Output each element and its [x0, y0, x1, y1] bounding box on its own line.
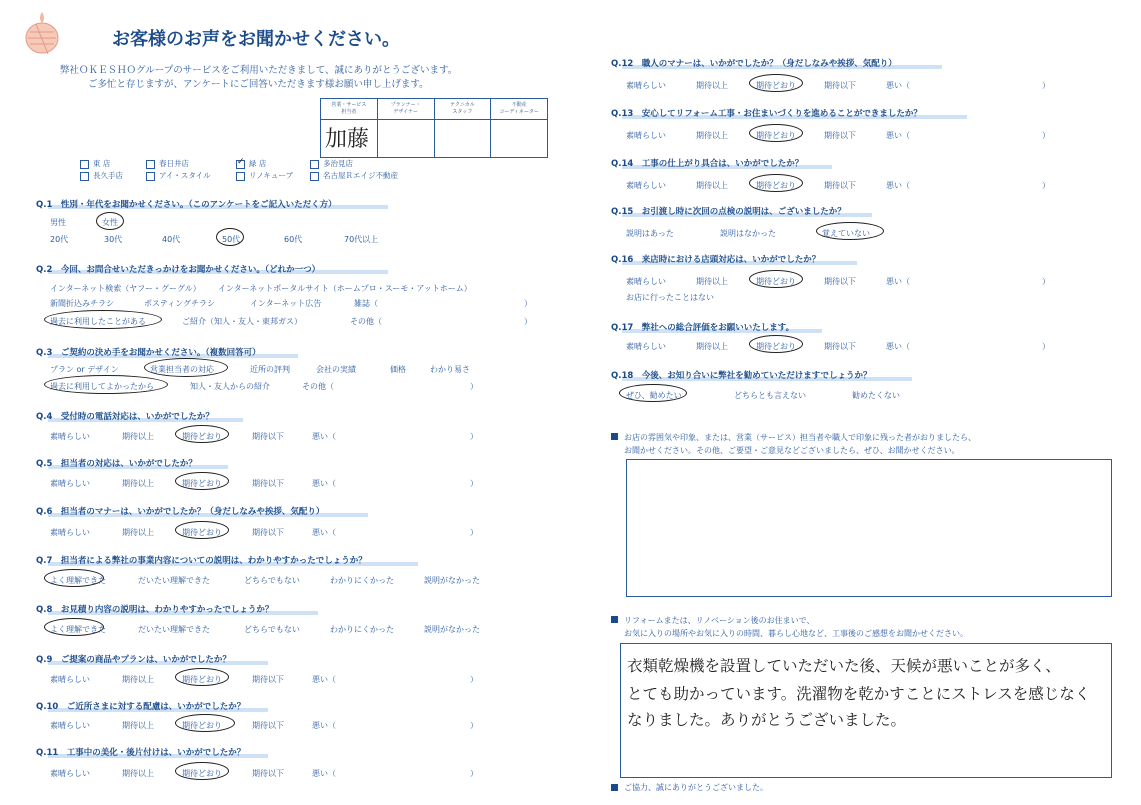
q6-label: Q.6 担当者のマナーは、いかがでしたか？（身だしなみや挨拶、気配り） — [36, 507, 325, 517]
q16-opt-above[interactable]: 期待以上 — [696, 277, 728, 286]
q9-opt-bad[interactable]: 悪い（ — [312, 675, 336, 684]
q5-opt-excellent[interactable]: 素晴らしい — [50, 479, 90, 488]
staff-header-realestate: 不動産 コーディネーター — [499, 102, 539, 115]
comment2-text-line-1: 衣類乾燥機を設置していただいた後、天候が悪いことが多く、 — [627, 657, 1061, 675]
sales-staff-name: 加藤 — [325, 127, 370, 152]
store-higashi[interactable]: 東 店 — [80, 158, 110, 169]
footer-thanks: ご協力、誠にありがとうございました。 — [624, 783, 768, 792]
q11-opt-bad-close: ） — [470, 769, 478, 778]
page-title: お客様のお声をお聞かせください。 — [112, 29, 400, 50]
q1-age-60s[interactable]: 60代 — [284, 235, 303, 244]
q16-opt-excellent[interactable]: 素晴らしい — [626, 277, 666, 286]
store-midori[interactable]: ✓ 緑 店 — [237, 156, 267, 168]
q3-opt-price[interactable]: 価格 — [390, 365, 406, 374]
staff-header-technical: テクニカル スタッフ — [435, 99, 492, 119]
q2-opt-search[interactable]: インターネット検索（ヤフー・グーグル） — [50, 284, 201, 293]
company-logo — [22, 10, 62, 56]
q6-opt-bad[interactable]: 悪い（ — [312, 528, 336, 537]
q18-label: Q.18 今後、お知り合いに弊社を勧めていただけますでしょうか？ — [611, 371, 872, 381]
q2-opt-magazine[interactable]: 雑誌（ — [354, 299, 378, 308]
q2-opt-portal[interactable]: インターネットポータルサイト（ホームプロ・スーモ・アットホーム） — [218, 284, 472, 293]
q5-opt-bad-close: ） — [470, 479, 478, 488]
q8-opt-mostly[interactable]: だいたい理解できた — [138, 625, 210, 634]
q4-opt-excellent[interactable]: 素晴らしい — [50, 432, 90, 441]
q13-opt-as-expected[interactable]: 期待どおり — [756, 131, 796, 140]
footer-bullet-icon — [611, 784, 618, 791]
q11-opt-below[interactable]: 期待以下 — [252, 769, 284, 778]
q2-opt-other[interactable]: その他（ — [350, 317, 382, 326]
q4-opt-as-expected[interactable]: 期待どおり — [182, 432, 222, 441]
q3-opt-sales-staff[interactable]: 営業担当者の対応 — [150, 365, 214, 374]
staff-header-sales: 営業・サービス 担当者 — [321, 99, 378, 119]
q6-opt-excellent[interactable]: 素晴らしい — [50, 528, 90, 537]
q11-opt-as-expected[interactable]: 期待どおり — [182, 769, 222, 778]
q9-label: Q.9 ご提案の商品やプランは、いかがでしたか？ — [36, 655, 231, 665]
q14-label: Q.14 工事の仕上がり具合は、いかがでしたか？ — [611, 159, 804, 169]
q6-opt-above[interactable]: 期待以上 — [122, 528, 154, 537]
q5-opt-below[interactable]: 期待以下 — [252, 479, 284, 488]
q12-label: Q.12 職人のマナーは、いかがでしたか？（身だしなみや挨拶、気配り） — [611, 59, 897, 69]
q9-opt-as-expected[interactable]: 期待どおり — [182, 675, 222, 684]
q15-label: Q.15 お引渡し時に次回の点検の説明は、ございましたか？ — [611, 207, 846, 217]
q1-age-40s[interactable]: 40代 — [162, 235, 181, 244]
q4-opt-above[interactable]: 期待以上 — [122, 432, 154, 441]
comment2-text-line-2: とても助かっています。洗濯物を乾かすことにストレスを感じなく — [627, 685, 1091, 703]
q10-opt-bad[interactable]: 悪い（ — [312, 721, 336, 730]
q13-opt-bad-close: ） — [1042, 131, 1050, 140]
q7-opt-well[interactable]: よく理解できた — [50, 576, 106, 585]
q9-opt-below[interactable]: 期待以下 — [252, 675, 284, 684]
q4-opt-below[interactable]: 期待以下 — [252, 432, 284, 441]
q7-opt-mostly[interactable]: だいたい理解できた — [138, 576, 210, 585]
q2-opt-newspaper[interactable]: 新聞折込みチラシ — [50, 299, 114, 308]
q3-opt-record[interactable]: 会社の実績 — [316, 365, 356, 374]
q3-opt-other[interactable]: その他（ — [302, 382, 334, 391]
q14-opt-bad[interactable]: 悪い（ — [886, 181, 910, 190]
q2-opt-other-close: ） — [524, 317, 532, 326]
q2-label: Q.2 今回、お問合せいただきっかけをお聞かせください。（どれか一つ） — [36, 265, 321, 275]
store-nagakute[interactable]: 長久手店 — [80, 170, 123, 181]
q17-opt-as-expected[interactable]: 期待どおり — [756, 342, 796, 351]
q10-opt-below[interactable]: 期待以下 — [252, 721, 284, 730]
q7-opt-neutral[interactable]: どちらでもない — [244, 576, 300, 585]
q16-opt-bad-close: ） — [1042, 277, 1050, 286]
store-checkboxes — [80, 158, 420, 182]
store-nagoya-r-age[interactable]: 名古屋Ｒエイジ不動産 — [310, 170, 398, 181]
q9-opt-excellent[interactable]: 素晴らしい — [50, 675, 90, 684]
intro-line-2: ご多忙と存じますが、アンケートにご回答いただきます様お願い申し上げます。 — [88, 79, 429, 90]
q15-opt-not-explained[interactable]: 説明はなかった — [720, 229, 776, 238]
q12-opt-bad[interactable]: 悪い（ — [886, 81, 910, 90]
q18-opt-not-recommend[interactable]: 勧めたくない — [852, 391, 900, 400]
comment2-textarea[interactable] — [620, 643, 1112, 778]
q3-opt-past-good[interactable]: 過去に利用してよかったから — [50, 382, 154, 391]
q7-opt-hard[interactable]: わかりにくかった — [330, 576, 394, 585]
q6-opt-as-expected[interactable]: 期待どおり — [182, 528, 222, 537]
q3-opt-reputation[interactable]: 近所の評判 — [250, 365, 290, 374]
q17-label: Q.17 弊社への総合評価をお願いいたします。 — [611, 323, 795, 333]
q17-opt-excellent[interactable]: 素晴らしい — [626, 342, 666, 351]
q16-opt-never-visited[interactable]: お店に行ったことはない — [626, 293, 714, 302]
q13-opt-above[interactable]: 期待以上 — [696, 131, 728, 140]
comment1-label-2: お聞かせください。その他、ご要望・ご意見などございましたら、ぜひ、お聞かせください。 — [624, 446, 960, 455]
q8-opt-neutral[interactable]: どちらでもない — [244, 625, 300, 634]
q2-opt-past-use[interactable]: 過去に利用したことがある — [50, 317, 146, 326]
q16-opt-as-expected[interactable]: 期待どおり — [756, 277, 796, 286]
q1-age-50s[interactable]: 50代 — [222, 235, 241, 244]
q5-opt-as-expected[interactable]: 期待どおり — [182, 479, 222, 488]
q15-opt-explained[interactable]: 説明はあった — [626, 229, 674, 238]
staff-table — [320, 98, 548, 158]
q10-opt-above[interactable]: 期待以上 — [122, 721, 154, 730]
q1-age-30s[interactable]: 30代 — [104, 235, 123, 244]
q7-label: Q.7 担当者による弊社の事業内容についての説明は、わかりやすかったでしょうか？ — [36, 556, 367, 566]
q12-opt-as-expected[interactable]: 期待どおり — [756, 81, 796, 90]
q11-label: Q.11 工事中の美化・後片付けは、いかがでしたか？ — [36, 748, 246, 758]
comment1-label-1: お店の雰囲気や印象、または、営業（サービス）担当者や職人で印象に残った者がおりましたら、 — [624, 433, 976, 442]
q1-gender-male[interactable]: 男性 — [50, 218, 66, 227]
comment2-label-1: リフォームまたは、リノベーション後のお住まいで、 — [624, 616, 815, 625]
q15-opt-dont-remember[interactable]: 覚えていない — [822, 229, 870, 238]
q6-opt-below[interactable]: 期待以下 — [252, 528, 284, 537]
q11-opt-bad[interactable]: 悪い（ — [312, 769, 336, 778]
q3-opt-other-close: ） — [470, 382, 478, 391]
q9-opt-above[interactable]: 期待以上 — [122, 675, 154, 684]
q12-opt-excellent[interactable]: 素晴らしい — [626, 81, 666, 90]
q9-opt-bad-close: ） — [470, 675, 478, 684]
q8-label: Q.8 お見積り内容の説明は、わかりやすかったでしょうか？ — [36, 605, 274, 615]
q7-opt-none[interactable]: 説明がなかった — [424, 576, 480, 585]
q13-label: Q.13 安心してリフォーム工事・お住まいづくりを進めることができましたか？ — [611, 109, 922, 119]
q12-opt-bad-close: ） — [1042, 81, 1050, 90]
q2-opt-web-ad[interactable]: インターネット広告 — [250, 299, 322, 308]
q8-opt-well[interactable]: よく理解できた — [50, 625, 106, 634]
q8-opt-hard[interactable]: わかりにくかった — [330, 625, 394, 634]
q1-age-70s[interactable]: 70代以上 — [344, 235, 379, 244]
q16-opt-below[interactable]: 期待以下 — [824, 277, 856, 286]
q10-opt-as-expected[interactable]: 期待どおり — [182, 721, 222, 730]
q4-label: Q.4 受付時の電話対応は、いかがでしたか？ — [36, 412, 214, 422]
q2-opt-posting[interactable]: ポスティングチラシ — [144, 299, 216, 308]
q5-label: Q.5 担当者の対応は、いかがでしたか？ — [36, 459, 197, 469]
q17-opt-below[interactable]: 期待以下 — [824, 342, 856, 351]
q1-age-20s[interactable]: 20代 — [50, 235, 69, 244]
q14-opt-excellent[interactable]: 素晴らしい — [626, 181, 666, 190]
q5-opt-bad[interactable]: 悪い（ — [312, 479, 336, 488]
q13-opt-excellent[interactable]: 素晴らしい — [626, 131, 666, 140]
q14-opt-as-expected[interactable]: 期待どおり — [756, 181, 796, 190]
q5-opt-above[interactable]: 期待以上 — [122, 479, 154, 488]
q14-opt-above[interactable]: 期待以上 — [696, 181, 728, 190]
q8-opt-none[interactable]: 説明がなかった — [424, 625, 480, 634]
q16-label: Q.16 来店時における店頭対応は、いかがでしたか？ — [611, 255, 821, 265]
comment2-bullet-icon — [611, 616, 618, 623]
q6-opt-bad-close: ） — [470, 528, 478, 537]
q13-opt-bad[interactable]: 悪い（ — [886, 131, 910, 140]
q2-opt-magazine-close: ） — [524, 299, 532, 308]
q1-gender-female[interactable]: 女性 — [102, 218, 118, 227]
q16-opt-bad[interactable]: 悪い（ — [886, 277, 910, 286]
q10-label: Q.10 ご近所さまに対する配慮は、いかがでしたか？ — [36, 702, 246, 712]
q12-opt-below[interactable]: 期待以下 — [824, 81, 856, 90]
store-kasugai[interactable]: 春日井店 — [146, 158, 189, 169]
q4-opt-bad[interactable]: 悪い（ — [312, 432, 336, 441]
q3-opt-clarity[interactable]: わかり易さ — [430, 365, 470, 374]
q14-opt-below[interactable]: 期待以下 — [824, 181, 856, 190]
q12-opt-above[interactable]: 期待以上 — [696, 81, 728, 90]
q3-label: Q.3 ご契約の決め手をお聞かせください。（複数回答可） — [36, 348, 261, 358]
q17-opt-above[interactable]: 期待以上 — [696, 342, 728, 351]
staff-header-planner: プランナー・ デザイナー — [378, 99, 435, 119]
q10-opt-excellent[interactable]: 素晴らしい — [50, 721, 90, 730]
store-tajimi[interactable]: 多治見店 — [310, 158, 353, 169]
comment2-label-2: お気に入りの場所やお気に入りの時間、暮らし心地など、工事後のご感想をお聞かせください。 — [624, 629, 968, 638]
comment1-textarea[interactable] — [626, 459, 1112, 597]
q3-opt-friend[interactable]: 知人・友人からの紹介 — [190, 382, 270, 391]
q18-opt-neutral[interactable]: どちらとも言えない — [734, 391, 806, 400]
comment2-text-line-3: なりました。ありがとうございました。 — [627, 711, 907, 729]
q4-opt-bad-close: ） — [470, 432, 478, 441]
q11-opt-excellent[interactable]: 素晴らしい — [50, 769, 90, 778]
q1-label: Q.1 性別・年代をお聞かせください。（このアンケートをご記入いただく方） — [36, 200, 337, 210]
comment1-bullet-icon — [611, 433, 618, 440]
q17-opt-bad-close: ） — [1042, 342, 1050, 351]
store-renocube[interactable]: リノキューブ — [236, 170, 293, 181]
q11-opt-above[interactable]: 期待以上 — [122, 769, 154, 778]
q13-opt-below[interactable]: 期待以下 — [824, 131, 856, 140]
q10-opt-bad-close: ） — [470, 721, 478, 730]
q17-opt-bad[interactable]: 悪い（ — [886, 342, 910, 351]
q14-opt-bad-close: ） — [1042, 181, 1050, 190]
intro-line-1: 弊社ＯＫＥＳＨＯグループのサービスをご利用いただきまして、誠にありがとうございます。 — [60, 65, 458, 76]
store-istyle[interactable]: アイ・スタイル — [146, 170, 211, 181]
q2-opt-referral[interactable]: ご紹介（知人・友人・東邦ガス） — [182, 317, 302, 326]
q3-opt-plan[interactable]: プラン or デザイン — [50, 365, 119, 374]
q18-opt-recommend[interactable]: ぜひ、勧めたい — [626, 391, 682, 400]
